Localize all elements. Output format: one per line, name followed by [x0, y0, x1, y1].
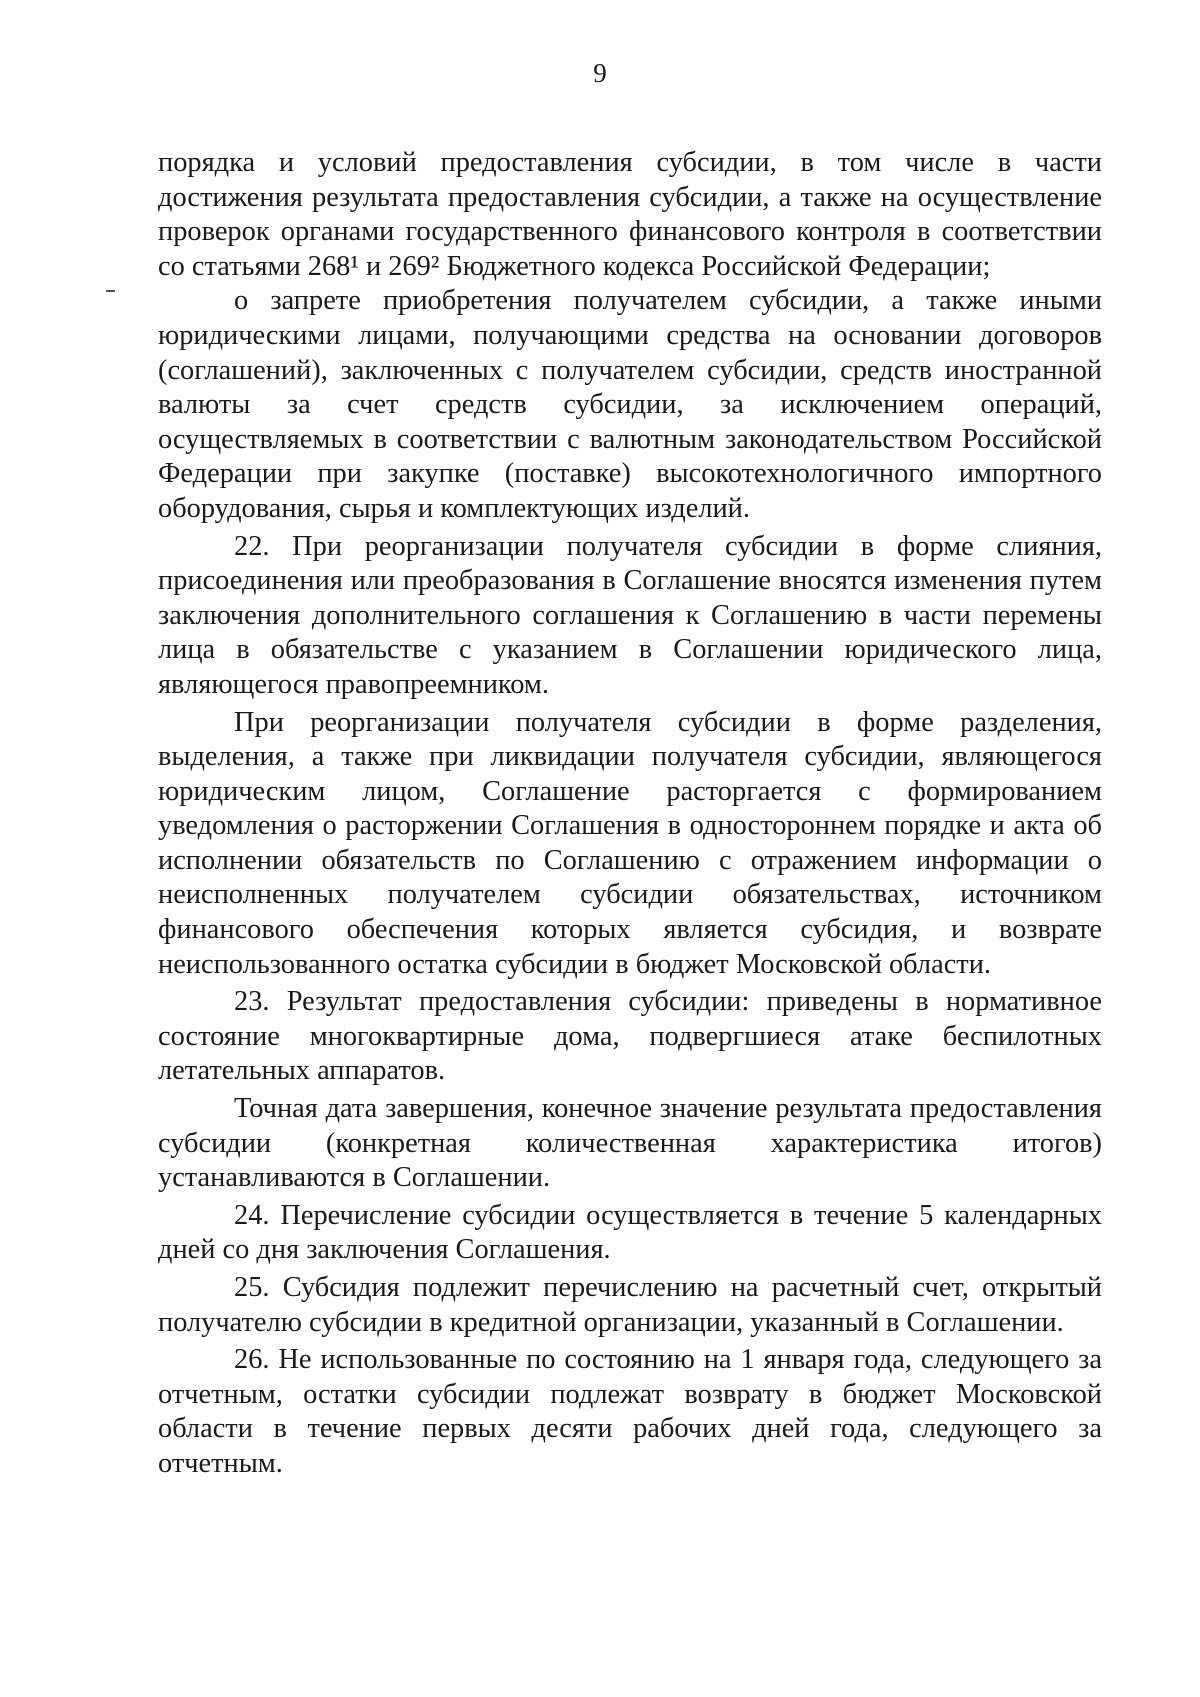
document-body — [158, 146, 1102, 1482]
page-number: 9 — [593, 58, 607, 88]
margin-dash-mark — [106, 290, 115, 292]
paragraph-23: 23. Результат предоставления субсидии: приведены в нормативное состояние многоквартирные дома, подвергшиеся атаке беспилотных летательных аппаратов. — [158, 986, 1102, 1087]
paragraph-continuation: порядка и условий предоставления субсидии, в том числе в части достижения результата предоставления субсидии, а также на осуществление проверок органами государственного финансового контроля в соответствии со статьями 268¹ и 269² Бюджетного кодекса Российской Федерации; — [158, 147, 1102, 282]
paragraph-25: 25. Субсидия подлежит перечислению на расчетный счет, открытый получателю субсидии в кредитной организации, указанный в Соглашении. — [158, 1272, 1102, 1338]
paragraph-24: 24. Перечисление субсидии осуществляется в течение 5 календарных дней со дня заключения Соглашения. — [158, 1199, 1102, 1266]
paragraph-22: 22. При реорганизации получателя субсидии в форме слияния, присоединения или преобразования в Соглашение вносятся изменения путем заключения дополнительного соглашения к Соглашению в части перемены лица в обязательстве с указанием в Соглашении юридического лица, являющегося правопреемником. — [158, 530, 1102, 700]
paragraph-currency-prohibition: о запрете приобретения получателем субсидии, а также иными юридическими лицами, получающими средства на основании договоров (соглашений), заключенных с получателем субсидии, средств иностранной валюты за счет средств субсидии, за исключением операций, осуществляемых в соответствии с валютным законодательством Российской Федерации при закупке (поставке) высокотехнологичного импортного оборудования, сырья и комплектующих изделий. — [158, 285, 1102, 524]
paragraph-22-reorganization: При реорганизации получателя субсидии в форме разделения, выделения, а также при ликвидации получателя субсидии, являющегося юридическим лицом, Соглашение расторгается с формированием уведомления о расторжении Соглашения в одностороннем порядке и акта об исполнении обязательств по Соглашению с отражением информации о неисполненных получателем субсидии обязательствах, источником финансового обеспечения которых является субсидия, и возврате неиспользованного остатка субсидии в бюджет Московской области. — [158, 706, 1102, 980]
paragraph-23-completion-date: Точная дата завершения, конечное значение результата предоставления субсидии (конкретная количественная характеристика итогов) устанавливаются в Соглашении. — [158, 1093, 1102, 1194]
paragraph-26: 26. Не использованные по состоянию на 1 января года, следующего за отчетным, остатки субсидии подлежат возврату в бюджет Московской области в течение первых десяти рабочих дней года, следующего за отчетным. — [158, 1344, 1102, 1479]
